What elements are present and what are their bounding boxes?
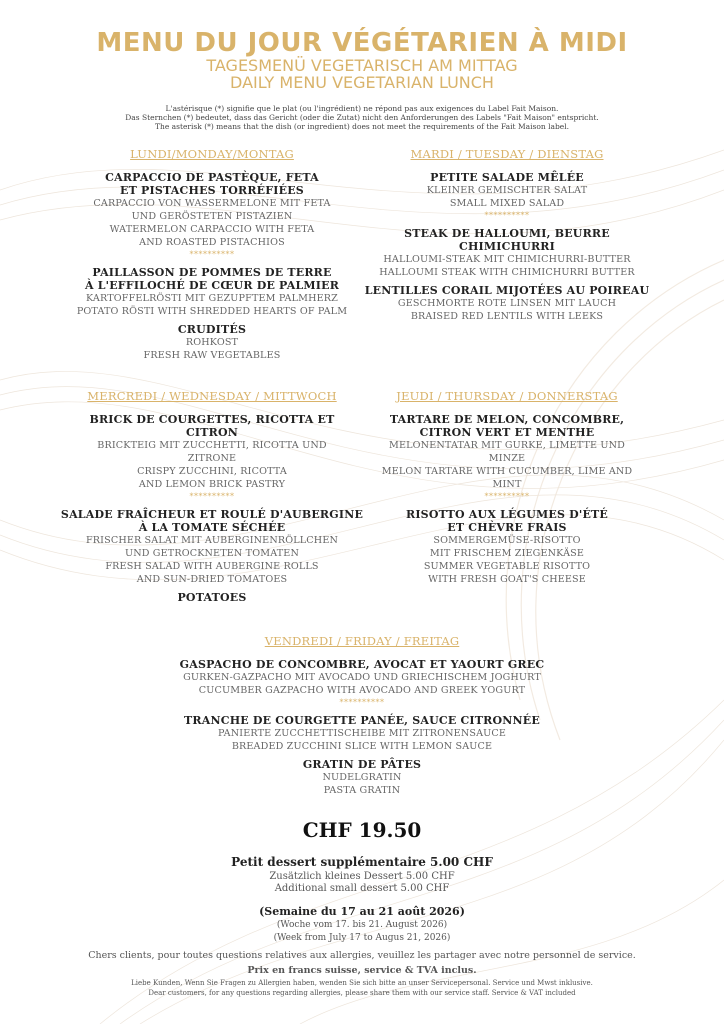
menu-price: CHF 19.50 [302, 818, 422, 842]
dish-translation-de: ROHKOST [185, 337, 239, 348]
dish-translation-de: MINZE [488, 453, 526, 464]
allergy-note-fr: Chers clients, pour toutes questions relatives aux allergies, veuillez les partager avec notre personnel de service. [88, 950, 636, 961]
dish-name: À LA TOMATE SÉCHÉE [138, 521, 286, 534]
dish-translation-en: MELON TARTARE WITH CUCUMBER, LIME AND [381, 466, 633, 477]
dish-translation-en: PASTA GRATIN [323, 785, 401, 796]
dish-translation-en: CRISPY ZUCCHINI, RICOTTA [137, 466, 287, 477]
dish-name: À L'EFFILOCHÉ DE CŒUR DE PALMIER [84, 279, 340, 292]
dish-translation-en: WITH FRESH GOAT'S CHEESE [428, 574, 586, 585]
separator-stars: ********** [339, 698, 385, 707]
week-fr: (Semaine du 17 au 21 août 2026) [259, 905, 465, 918]
dish-translation-de: GESCHMORTE ROTE LINSEN MIT LAUCH [397, 298, 617, 309]
dish-translation-en: CUCUMBER GAZPACHO WITH AVOCADO AND GREEK YOGURT [198, 685, 526, 696]
week-de: (Woche vom 17. bis 21. August 2026) [276, 920, 448, 930]
day-tuesday [352, 148, 662, 323]
day-label: MARDI / TUESDAY / DIENSTAG [410, 147, 604, 161]
separator-stars: ********** [189, 250, 235, 259]
dish-translation-de: SOMMERGEMÜSE-RISOTTO [433, 535, 581, 546]
dish-translation-de: CARPACCIO VON WASSERMELONE MIT FETA [93, 198, 331, 209]
dish-translation-de: KLEINER GEMISCHTER SALAT [426, 185, 588, 196]
day-thursday [352, 390, 662, 586]
dish-name: RISOTTO AUX LÉGUMES D'ÉTÉ [406, 508, 608, 521]
dish-translation-de: BRICKTEIG MIT ZUCCHETTI, RICOTTA UND [97, 440, 327, 451]
day-label: VENDREDI / FRIDAY / FREITAG [264, 634, 460, 648]
dessert-de: Zusätzlich kleines Dessert 5.00 CHF [269, 871, 455, 882]
dish-translation-de: HALLOUMI-STEAK MIT CHIMICHURRI-BUTTER [383, 254, 631, 265]
dessert-fr: Petit dessert supplémentaire 5.00 CHF [231, 855, 493, 869]
dish-translation-en: MINT [492, 479, 522, 490]
dish-name: CITRON [185, 426, 239, 439]
dish-translation-de: NUDELGRATIN [322, 772, 402, 783]
dish-name: GASPACHO DE CONCOMBRE, AVOCAT ET YAOURT GREC [179, 658, 545, 671]
dish-translation-en: POTATO RÖSTI WITH SHREDDED HEARTS OF PALM [76, 306, 348, 317]
dish-translation-de: MELONENTATAR MIT GURKE, LIMETTE UND [389, 440, 625, 451]
dish-name: BRICK DE COURGETTES, RICOTTA ET [89, 413, 335, 426]
separator-stars: ********** [484, 492, 530, 501]
day-monday [57, 148, 367, 362]
dessert-en: Additional small dessert 5.00 CHF [274, 883, 450, 894]
dish-name: CRUDITÉS [177, 323, 247, 336]
separator-stars: ********** [189, 492, 235, 501]
dish-translation-de: UND GERÖSTETEN PISTAZIEN [131, 211, 293, 222]
dish-translation-de: PANIERTE ZUCCHETTISCHEIBE MIT ZITRONENSAUCE [217, 728, 507, 739]
dish-translation-en: HALLOUMI STEAK WITH CHIMICHURRI BUTTER [379, 267, 635, 278]
allergy-note-en: Dear customers, for any questions regarding allergies, please share them with our service staff. Service & VAT included [148, 989, 576, 997]
dish-name: CITRON VERT ET MENTHE [419, 426, 595, 439]
dish-translation-en: FRESH RAW VEGETABLES [143, 350, 281, 361]
day-wednesday [57, 390, 367, 604]
menu-title: MENU DU JOUR VÉGÉTARIEN À MIDI [96, 28, 628, 58]
dish-translation-en: BREADED ZUCCHINI SLICE WITH LEMON SAUCE [231, 741, 493, 752]
dish-translation-en: FRESH SALAD WITH AUBERGINE ROLLS [105, 561, 319, 572]
dish-translation-de: FRISCHER SALAT MIT AUBERGINENRÖLLCHEN [85, 535, 339, 546]
dish-name: ET PISTACHES TORRÉFIÉES [120, 184, 304, 197]
dish-translation-en: SUMMER VEGETABLE RISOTTO [423, 561, 591, 572]
dish-translation-en: SMALL MIXED SALAD [449, 198, 565, 209]
note-fr: L'astérisque (*) signifie que le plat (ou l'ingrédient) ne répond pas aux exigences du Label Fait Maison. [165, 104, 559, 113]
allergy-note-de: Liebe Kunden, Wenn Sie Fragen zu Allergien haben, wenden Sie sich bitte an unser Servicepersonal. Service und Mwst inklusive. [131, 979, 593, 987]
dish-name: POTATOES [177, 591, 247, 604]
dish-translation-en: AND LEMON BRICK PASTRY [138, 479, 286, 490]
dish-name: PETITE SALADE MÊLÉE [430, 171, 584, 184]
dish-translation-de: GURKEN-GAZPACHO MIT AVOCADO UND GRIECHISCHEM JOGHURT [183, 672, 541, 683]
dish-translation-en: BRAISED RED LENTILS WITH LEEKS [410, 311, 604, 322]
dish-translation-de: KARTOFFELRÖSTI MIT GEZUPFTEM PALMHERZ [86, 293, 338, 304]
dish-name: TRANCHE DE COURGETTE PANÉE, SAUCE CITRONNÉE [184, 714, 540, 727]
menu-title-de: TAGESMENÜ VEGETARISCH AM MITTAG [206, 56, 518, 75]
dish-name: LENTILLES CORAIL MIJOTÉES AU POIREAU [364, 284, 650, 297]
dish-translation-en: AND ROASTED PISTACHIOS [139, 237, 285, 248]
dish-name: STEAK DE HALLOUMI, BEURRE [404, 227, 610, 240]
dish-translation-en: WATERMELON CARPACCIO WITH FETA [109, 224, 315, 235]
price-note-fr: Prix en francs suisse, service & TVA inclus. [247, 965, 477, 976]
separator-stars: ********** [484, 211, 530, 220]
note-de: Das Sternchen (*) bedeutet, dass das Gericht (oder die Zutat) nicht den Anforderungen des Labels "Fait Maison" entspricht. [125, 113, 599, 122]
dish-name: TARTARE DE MELON, CONCOMBRE, [389, 413, 625, 426]
menu-title-en: DAILY MENU VEGETARIAN LUNCH [230, 73, 494, 92]
dish-name: GRATIN DE PÂTES [302, 758, 422, 771]
dish-translation-en: AND SUN-DRIED TOMATOES [136, 574, 288, 585]
dish-translation-de: MIT FRISCHEM ZIEGENKÄSE [429, 548, 585, 559]
day-label: MERCREDI / WEDNESDAY / MITTWOCH [87, 389, 337, 403]
dish-name: CHIMICHURRI [459, 240, 555, 253]
day-label: LUNDI/MONDAY/MONTAG [130, 147, 294, 161]
dish-name: CARPACCIO DE PASTÈQUE, FETA [105, 171, 319, 184]
day-friday [102, 635, 622, 797]
week-en: (Week from July 17 to Augus 21, 2026) [273, 933, 451, 943]
label-notes [0, 104, 724, 131]
dish-name: ET CHÈVRE FRAIS [447, 521, 567, 534]
dish-name: PAILLASSON DE POMMES DE TERRE [92, 266, 332, 279]
dish-translation-de: UND GETROCKNETEN TOMATEN [124, 548, 299, 559]
note-en: The asterisk (*) means that the dish (or ingredient) does not meet the requirements of the Fait Maison label. [155, 122, 569, 131]
dish-name: SALADE FRAÎCHEUR ET ROULÉ D'AUBERGINE [60, 508, 364, 521]
dish-translation-de: ZITRONE [187, 453, 237, 464]
day-label: JEUDI / THURSDAY / DONNERSTAG [396, 389, 618, 403]
